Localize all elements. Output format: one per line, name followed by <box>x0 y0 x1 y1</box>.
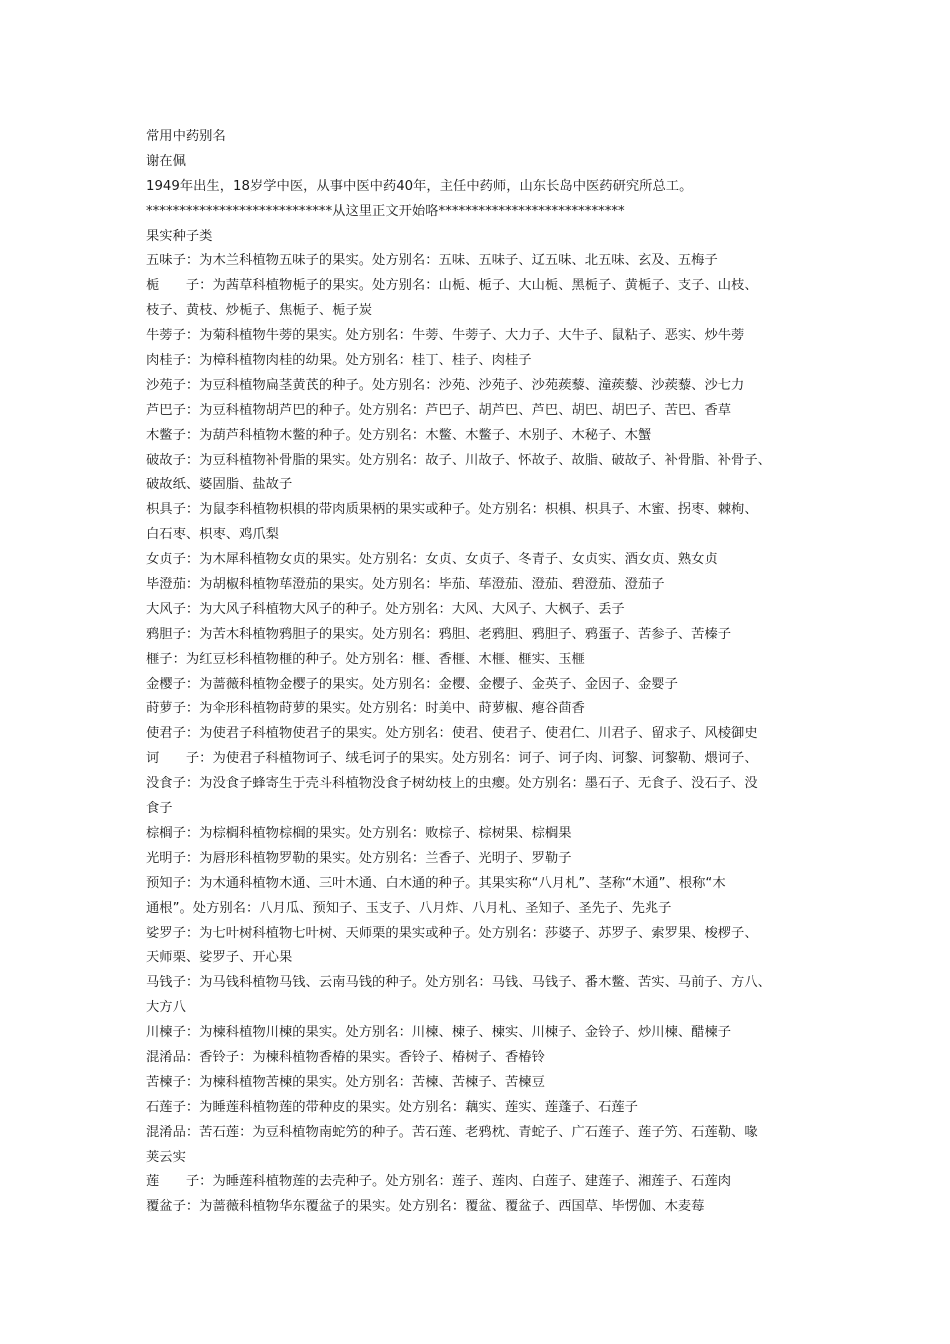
text-line: 覆盆子：为蔷薇科植物华东覆盆子的果实。处方别名：覆盆、覆盆子、西国草、毕愣伽、木麦莓 <box>146 1199 705 1215</box>
text-line: 川楝子：为楝科植物川楝的果实。处方别名：川楝、楝子、楝实、川楝子、金铃子、炒川楝、醋楝子 <box>146 1025 732 1041</box>
author-name: 谢在佩 <box>146 153 186 169</box>
text-line: 棕榈子：为棕榈科植物棕榈的果实。处方别名：败棕子、棕树果、棕榈果 <box>146 825 572 841</box>
text-line: 牛蒡子：为菊科植物牛蒡的果实。处方别名：牛蒡、牛蒡子、大力子、大牛子、鼠粘子、恶实、炒牛蒡 <box>146 328 745 344</box>
text-line: 娑罗子：为七叶树科植物七叶树、天师栗的果实或种子。处方别名：莎婆子、苏罗子、索罗果、梭椤子、 <box>146 925 758 941</box>
text-line: 莲 子：为睡莲科植物莲的去壳种子。处方别名：莲子、莲肉、白莲子、建莲子、湘莲子、石莲肉 <box>146 1174 732 1190</box>
text-line: 破故纸、婆固脂、盐故子 <box>146 477 293 493</box>
text-line: 荚云实 <box>146 1149 186 1165</box>
text-line: 破故子：为豆科植物补骨脂的果实。处方别名：故子、川故子、怀故子、故脂、破故子、补骨脂、补骨子、 <box>146 452 771 468</box>
text-line: 混淆品：香铃子：为楝科植物香椿的果实。香铃子、椿树子、香椿铃 <box>146 1049 545 1065</box>
text-line: 混淆品：苦石莲：为豆科植物南蛇竻的种子。苦石莲、老鸦枕、青蛇子、广石莲子、莲子竻、石莲勒、喙 <box>146 1124 758 1140</box>
text-line: 芦巴子：为豆科植物胡芦巴的种子。处方别名：芦巴子、胡芦巴、芦巴、胡巴、胡巴子、苦巴、香草 <box>146 402 732 418</box>
text-line: 石莲子：为睡莲科植物莲的带种皮的果实。处方别名：藕实、莲实、莲蓬子、石莲子 <box>146 1099 638 1115</box>
text-line: 枝子、黄枝、炒栀子、焦栀子、栀子炭 <box>146 303 373 319</box>
author-bio: 1949年出生，18岁学中医，从事中医中药40年，主任中药师，山东长岛中医药研究所总工。 <box>146 178 693 194</box>
text-line: 莳萝子：为伞形科植物莳萝的果实。处方别名：时美中、莳萝椒、瘪谷茴香 <box>146 701 585 717</box>
text-line: 榧子：为红豆杉科植物榧的种子。处方别名：榧、香榧、木榧、榧实、玉榧 <box>146 651 585 667</box>
text-line: 通根”。处方别名：八月瓜、预知子、玉支子、八月炸、八月札、圣知子、圣先子、先兆子 <box>146 900 672 916</box>
separator-line: ****************************从这里正文开始咯**************************** <box>146 203 625 219</box>
text-line: 食子 <box>146 801 173 817</box>
text-line: 大风子：为大风子科植物大风子的种子。处方别名：大风、大风子、大枫子、丢子 <box>146 601 625 617</box>
text-line: 使君子：为使君子科植物使君子的果实。处方别名：使君、使君子、使君仁、川君子、留求子、风棱御史 <box>146 726 758 742</box>
document-title: 常用中药别名 <box>146 129 226 144</box>
text-line: 木鳖子：为葫芦科植物木鳖的种子。处方别名：木鳖、木鳖子、木别子、木秘子、木蟹 <box>146 427 652 443</box>
section-heading: 果实种子类 <box>146 228 213 244</box>
text-line: 鸦胆子：为苦木科植物鸦胆子的果实。处方别名：鸦胆、老鸦胆、鸦胆子、鸦蛋子、苦参子、苦榛子 <box>146 626 732 642</box>
text-line: 诃 子：为使君子科植物诃子、绒毛诃子的果实。处方别名：诃子、诃子肉、诃黎、诃黎勒、煨诃子、 <box>146 751 758 767</box>
text-line: 栀 子：为茜草科植物栀子的果实。处方别名：山栀、栀子、大山栀、黑栀子、黄栀子、支子、山枝、 <box>146 278 758 294</box>
text-line: 五味子：为木兰科植物五味子的果实。处方别名：五味、五味子、辽五味、北五味、玄及、五梅子 <box>146 253 718 269</box>
text-line: 没食子：为没食子蜂寄生于壳斗科植物没食子树幼枝上的虫瘿。处方别名：墨石子、无食子、没石子、没 <box>146 776 758 792</box>
text-line: 马钱子：为马钱科植物马钱、云南马钱的种子。处方别名：马钱、马钱子、番木鳖、苦实、马前子、方八、 <box>146 975 771 991</box>
text-line: 大方八 <box>146 1000 186 1016</box>
text-line: 枳具子：为鼠李科植物枳椇的带肉质果柄的果实或种子。处方别名：枳椇、枳具子、木蜜、拐枣、棘枸、 <box>146 502 758 518</box>
text-line: 预知子：为木通科植物木通、三叶木通、白木通的种子。其果实称“八月札”、茎称“木通”、根称“木 <box>146 875 726 891</box>
text-line: 肉桂子：为樟科植物肉桂的幼果。处方别名：桂丁、桂子、肉桂子 <box>146 353 532 369</box>
text-line: 光明子：为唇形科植物罗勒的果实。处方别名：兰香子、光明子、罗勒子 <box>146 850 572 866</box>
text-line: 毕澄茄：为胡椒科植物荜澄茄的果实。处方别名：毕茄、荜澄茄、澄茄、碧澄茄、澄茄子 <box>146 577 665 593</box>
text-line: 沙苑子：为豆科植物扁茎黄芪的种子。处方别名：沙苑、沙苑子、沙苑蒺藜、潼蒺藜、沙蒺藜、沙七力 <box>146 377 745 393</box>
text-line: 金樱子：为蔷薇科植物金樱子的果实。处方别名：金樱、金樱子、金英子、金因子、金婴子 <box>146 676 678 692</box>
text-line: 白石枣、枳枣、鸡爪梨 <box>146 527 279 543</box>
text-line: 苦楝子：为楝科植物苦楝的果实。处方别名：苦楝、苦楝子、苦楝豆 <box>146 1074 545 1090</box>
text-line: 女贞子：为木犀科植物女贞的果实。处方别名：女贞、女贞子、冬青子、女贞实、酒女贞、熟女贞 <box>146 552 718 568</box>
document-page <box>146 125 826 1220</box>
text-line: 天师栗、娑罗子、开心果 <box>146 950 293 966</box>
